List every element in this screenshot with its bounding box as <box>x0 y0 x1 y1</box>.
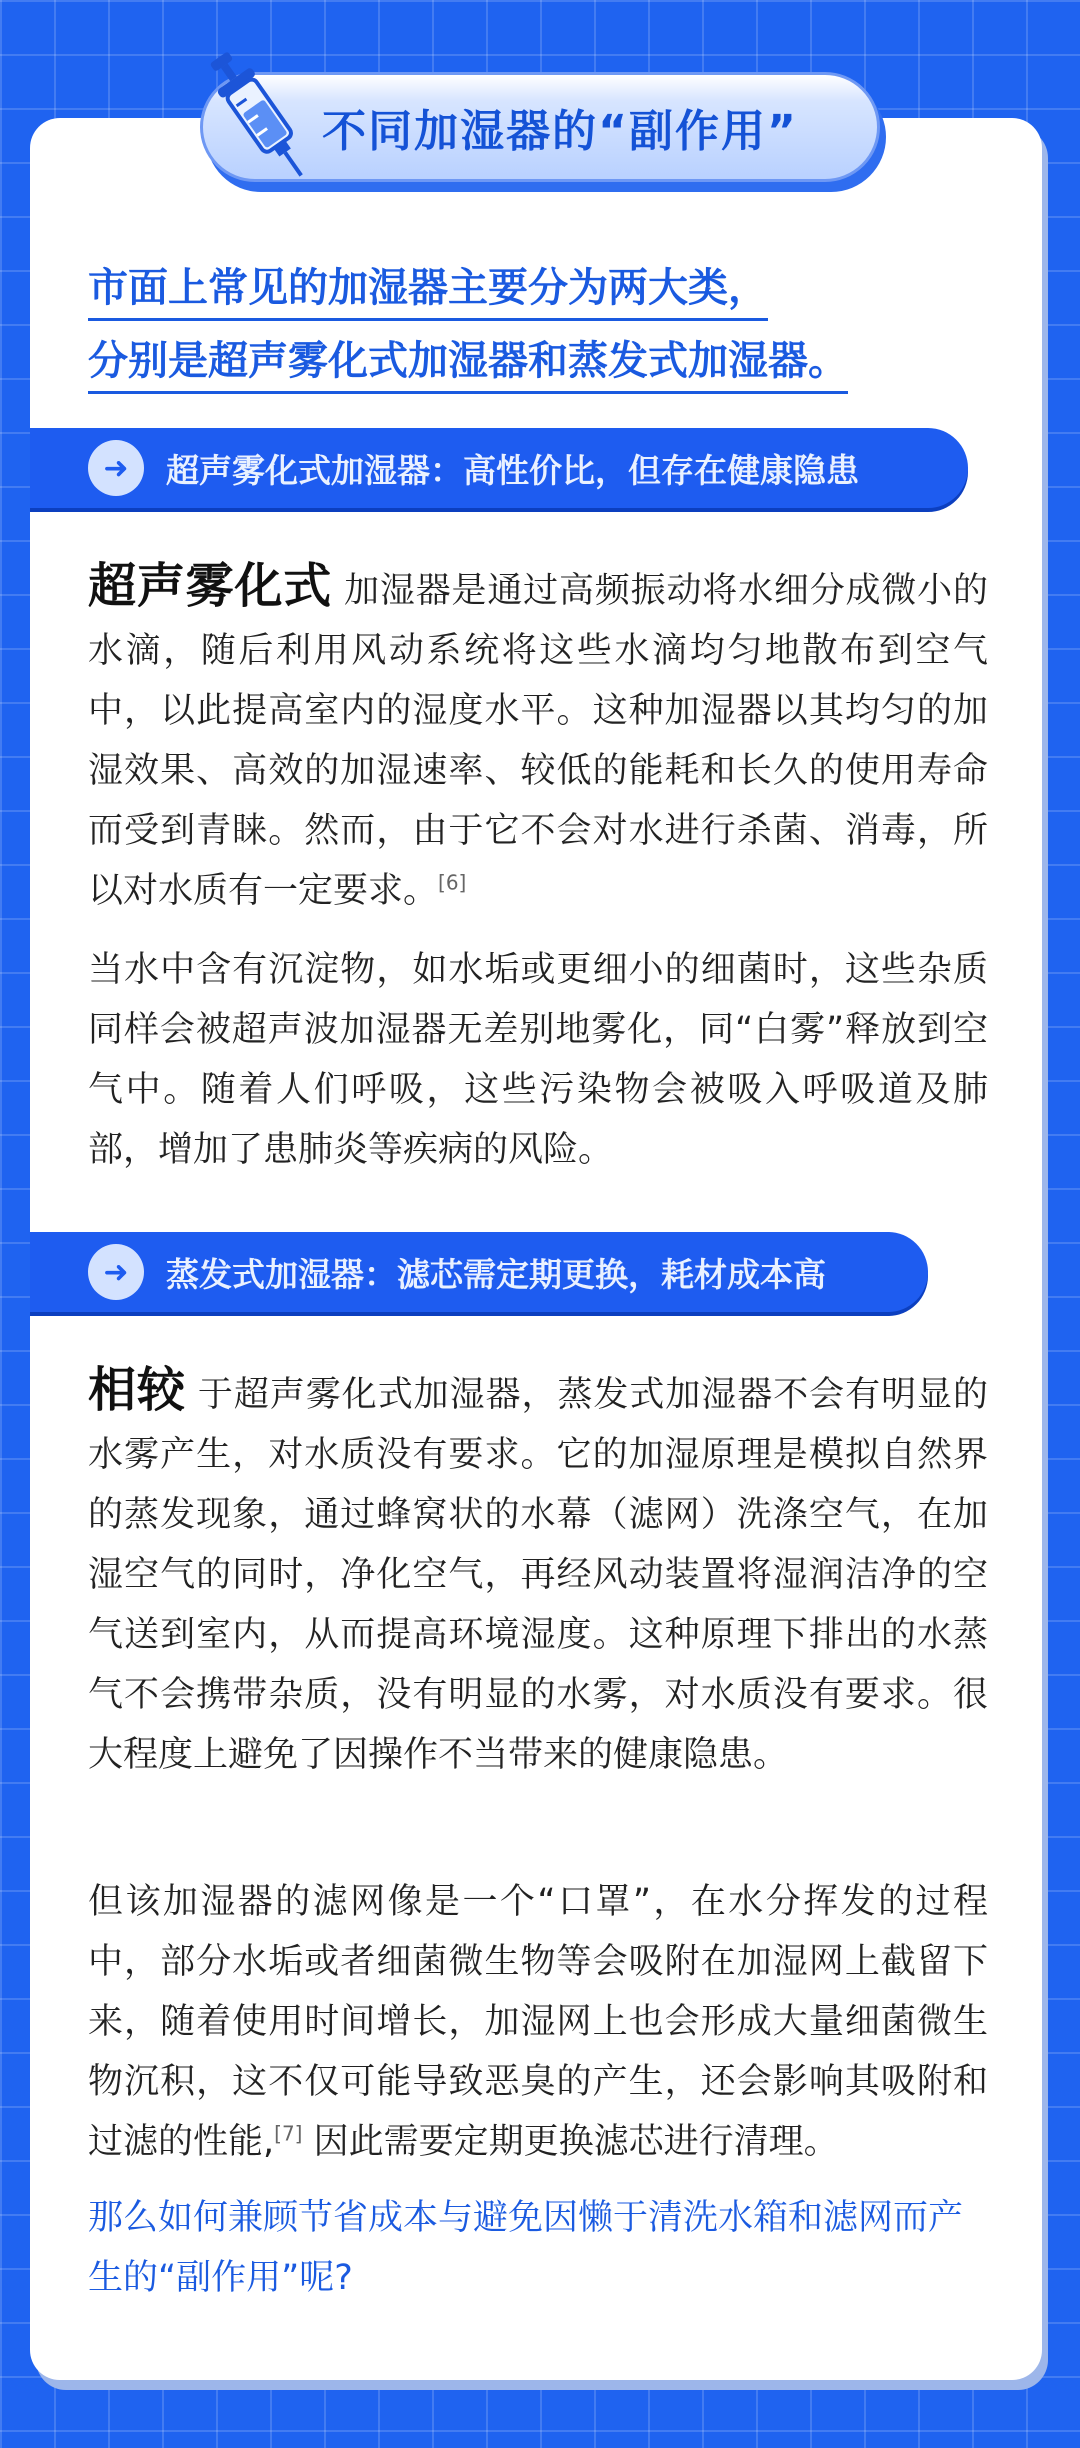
paragraph-tail: 因此需要定期更换滤芯进行清理。 <box>313 2122 839 2162</box>
arrow-right-icon: ➜ <box>88 1244 144 1300</box>
intro-line-2: 分别是超声雾化式加湿器和蒸发式加湿器。 <box>88 331 848 394</box>
lead-term: 超声雾化式 <box>88 558 333 614</box>
paragraph-text: 加湿器是通过高频振动将水细分成微小的水滴，随后利用风动系统将这些水滴均匀地散布到空气中，以此提高室内的湿度水平。这种加湿器以其均匀的加湿效果、高效的加湿速率、较低的能耗和长久的使用寿命而受到青睐。然而，由于它不会对水进行杀菌、消毒，所以对水质有一定要求。 <box>88 571 988 911</box>
section-heading-text: 超声雾化式加湿器：高性价比，但存在健康隐患 <box>166 450 859 490</box>
paragraph-text: 于超声雾化式加湿器，蒸发式加湿器不会有明显的水雾产生，对水质没有要求。它的加湿原理是模拟自然界的蒸发现象，通过蜂窝状的水幕（滤网）洗涤空气，在加湿空气的同时，净化空气，再经风动装置将湿润洁净的空气送到室内，从而提高环境湿度。这种原理下排出的水蒸气不会携带杂质，没有明显的水雾，对水质没有要求。很大程度上避免了因操作不当带来的健康隐患。 <box>88 1375 988 1775</box>
section-heading-ultrasonic <box>30 428 968 508</box>
lead-term: 相较 <box>88 1362 186 1418</box>
paragraph-ultrasonic-intro <box>88 556 988 921</box>
section-heading-text: 蒸发式加湿器：滤芯需定期更换，耗材成本高 <box>166 1254 826 1294</box>
intro-line-1: 市面上常见的加湿器主要分为两大类， <box>88 258 768 321</box>
section-heading-evaporative <box>30 1232 928 1312</box>
paragraph-evaporative-filter <box>88 1872 988 2172</box>
intro-text <box>88 254 998 400</box>
paragraph-text: 但该加湿器的滤网像是一个“口罩”，在水分挥发的过程中，部分水垢或者细菌微生物等会吸附在加湿网上截留下来，随着使用时间增长，加湿网上也会形成大量细菌微生物沉积，这不仅可能导致恶臭的产生，还会影响其吸附和过滤的性能, <box>88 1882 988 2162</box>
reference-marker: [7] <box>274 2121 303 2146</box>
paragraph-evaporative-intro <box>88 1360 988 1785</box>
closing-question: 那么如何兼顾节省成本与避免因懒于清洗水箱和滤网而产生的“副作用”呢? <box>88 2198 964 2298</box>
reference-marker: [6] <box>438 870 467 895</box>
syringe-icon <box>198 44 318 194</box>
paragraph-ultrasonic-risk: 当水中含有沉淀物，如水垢或更细小的细菌时，这些杂质同样会被超声波加湿器无差别地雾化，同“白雾”释放到空气中。随着人们呼吸，这些污染物会被吸入呼吸道及肺部，增加了患肺炎等疾病的风险。 <box>88 950 988 1170</box>
arrow-right-icon: ➜ <box>88 440 144 496</box>
page-title: 不同加湿器的“副作用” <box>322 106 798 157</box>
